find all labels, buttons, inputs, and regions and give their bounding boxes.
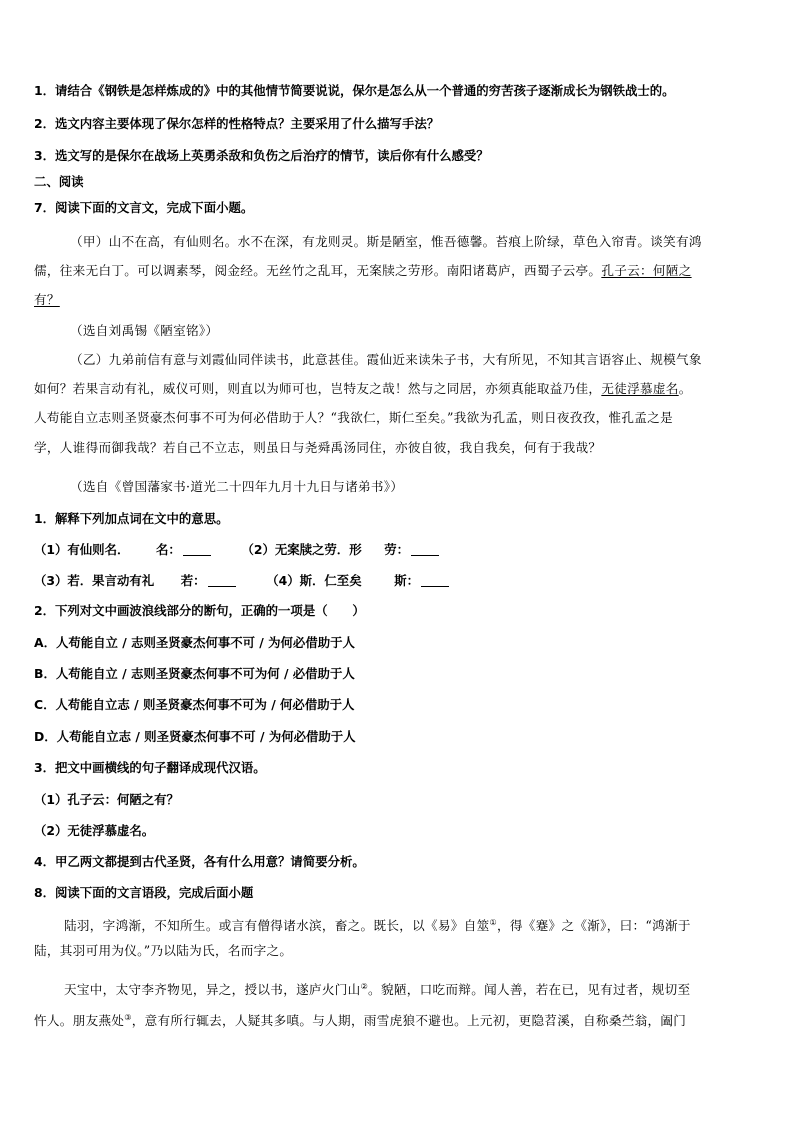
question-q1: 1．请结合《钢铁是怎样炼成的》中的其他情节简要说说，保尔是怎么从一个普通的穷苦孩子逐渐成长为钢铁战士的。	[34, 83, 675, 98]
answer-blank[interactable]	[208, 574, 236, 587]
subquestion-1-title: 1．解释下列加点词在文中的意思。	[34, 511, 229, 526]
passage-q8-line: 陆，其羽可用为仪。”乃以陆为氏，名而字之。	[34, 943, 293, 958]
choice-option-a[interactable]: A．人苟能自立 / 志则圣贤豪杰何事不可 / 为何必借助于人	[34, 635, 355, 650]
choice-option-d[interactable]: D．人苟能自立志 / 则圣贤豪杰何事不可 / 为何必借助于人	[34, 729, 356, 744]
passage-jia-line: （甲）山不在高，有仙则名。水不在深，有龙则灵。斯是陋室，惟吾德馨。苔痕上阶绿，草色入帘青。谈笑有鸿	[70, 234, 702, 249]
choice-option-c[interactable]: C．人苟能自立志 / 则圣贤豪杰何事不可为 / 何必借助于人	[34, 697, 355, 712]
passage-q8-line: 天宝中，太守李齐物见，异之，授以书，遂庐火门山②。貌陋，口吃而辩。闻人善，若在已，见有过者，规切至	[64, 982, 691, 997]
question-q3: 3．选文写的是保尔在战场上英勇杀敌和负伤之后治疗的情节，读后你有什么感受？	[34, 148, 489, 163]
answer-blank[interactable]	[411, 543, 439, 556]
choice-option-b[interactable]: B．人苟能自立 / 志则圣贤豪杰何事不可为何 / 必借助于人	[34, 666, 355, 681]
passage-yi-source: （选自《曾国藩家书·道光二十四年九月十九日与诸弟书》）	[70, 479, 404, 494]
subquestion-3-item: （2）无徒浮慕虚名。	[34, 823, 155, 838]
subquestion-3-title: 3．把文中画横线的句子翻译成现代汉语。	[34, 760, 266, 775]
subquestion-3-item: （1）孔子云：何陋之有？	[34, 792, 179, 807]
passage-q8-line: 忤人。朋友燕处③，意有所行辄去，人疑其多嗔。与人期，雨雪虎狼不避也。上元初，更隐苕溪，自称桑苎翁，阖门	[34, 1013, 687, 1028]
subquestion-2-title: 2．下列对文中画波浪线部分的断句，正确的一项是（ ）	[34, 603, 365, 618]
passage-jia-source: （选自刘禹锡《陋室铭》）	[70, 323, 219, 338]
question-7-title: 7．阅读下面的文言文，完成下面小题。	[34, 200, 254, 215]
question-8-title: 8．阅读下面的文言语段，完成后面小题	[34, 885, 254, 900]
section-heading: 二、阅读	[34, 174, 84, 189]
underlined-sentence: 孔子云：何陋之	[601, 263, 692, 278]
subquestion-1-row: （3）若．果言动有礼 若： （4）斯．仁至矣 斯：	[34, 573, 449, 589]
subquestion-4-title: 4．甲乙两文都提到古代圣贤，各有什么用意？请简要分析。	[34, 854, 365, 869]
question-q2: 2．选文内容主要体现了保尔怎样的性格特点？主要采用了什么描写手法？	[34, 116, 440, 131]
passage-yi-line: 人苟能自立志则圣贤豪杰何事不可为何必借助于人？“我欲仁，斯仁至矣。”我欲为孔孟，则日夜孜孜，惟孔孟之是	[34, 410, 673, 425]
passage-yi-line: 学，人谁得而御我哉？若自己不立志，则虽日与尧舜禹汤同住，亦彼自彼，我自我矣，何有于我哉？	[34, 440, 602, 455]
answer-blank[interactable]	[183, 543, 211, 556]
passage-yi-line: （乙）九弟前信有意与刘霞仙同伴读书，此意甚佳。霞仙近来读朱子书，大有所见，不知其言语容止、规模气象	[70, 352, 702, 367]
answer-blank[interactable]	[421, 574, 449, 587]
passage-jia-line: 有？	[34, 292, 60, 307]
underlined-sentence: 无徒浮慕虚名	[601, 381, 679, 396]
passage-jia-line: 儒，往来无白丁。可以调素琴，阅金经。无丝竹之乱耳，无案牍之劳形。南阳诸葛庐，西蜀子云亭。孔子云：何陋之	[34, 263, 692, 278]
subquestion-1-row: （1）有仙则名． 名： （2）无案牍之劳．形 劳：	[34, 542, 439, 558]
passage-yi-line: 如何？若果言动有礼，威仪可则，则直以为师可也，岂特友之哉！然与之同居，亦须真能取益乃佳，无徒浮慕虚名。	[34, 381, 692, 396]
passage-q8-line: 陆羽，字鸿渐，不知所生。或言有僧得诸水滨，畜之。既长，以《易》自筮①，得《蹇》之《渐》，曰：“鸿渐于	[64, 918, 691, 933]
